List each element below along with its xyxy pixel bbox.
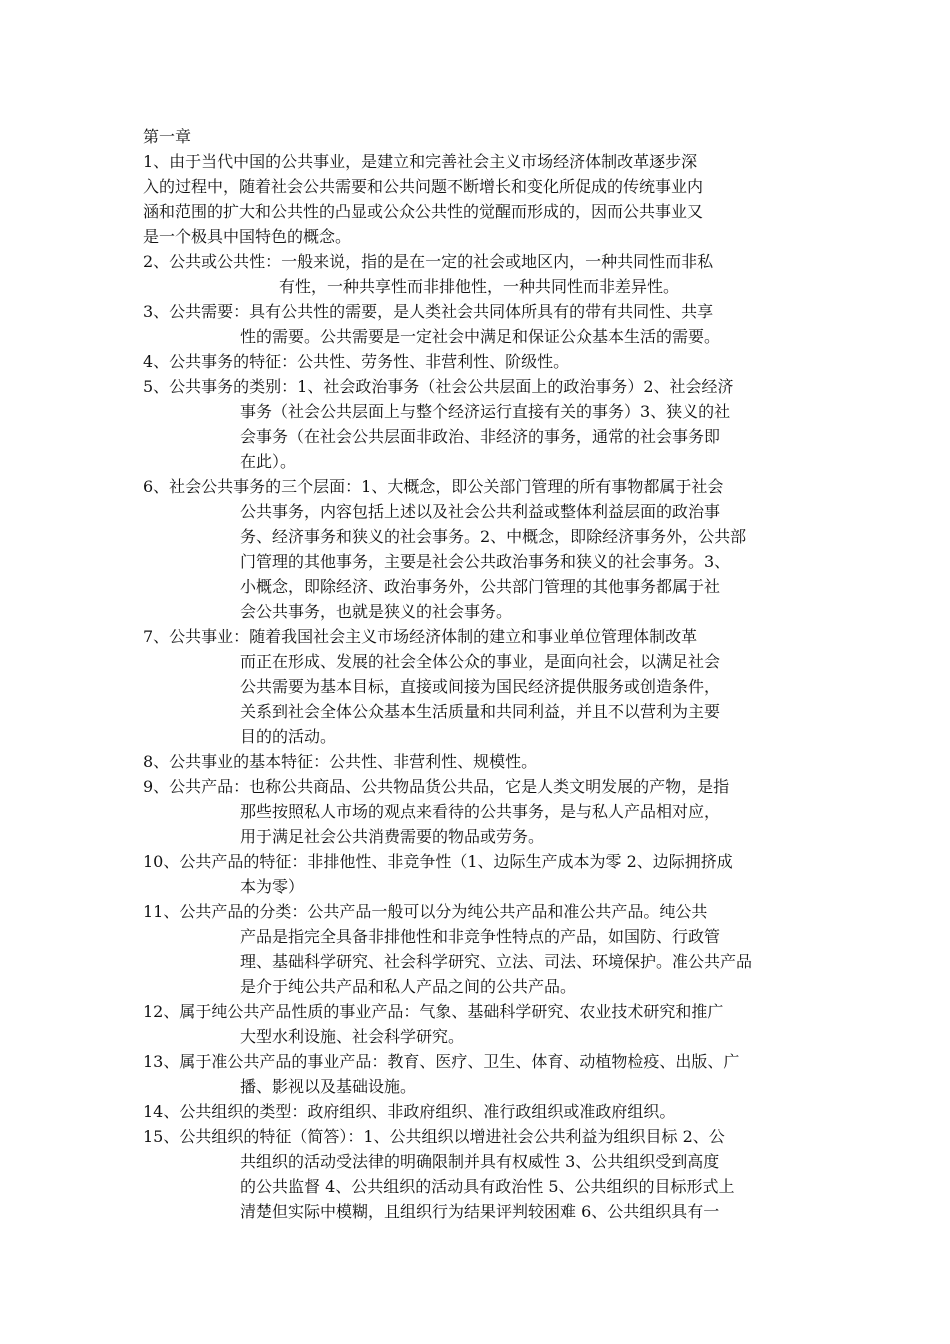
- item-6-line-3: 务、经济事务和狭义的社会事务。2、中概念，即除经济事务外，公共部: [240, 527, 747, 546]
- item-12-line-1: 12、属于纯公共产品性质的事业产品：气象、基础科学研究、农业技术研究和推广: [143, 1002, 724, 1021]
- item-7-line-1: 7、公共事业：随着我国社会主义市场经济体制的建立和事业单位管理体制改革: [143, 627, 698, 646]
- item-11: [143, 899, 813, 999]
- item-3-line-2: 性的需要。公共需要是一定社会中满足和保证公众基本生活的需要。: [240, 327, 721, 346]
- item-9-line-2: 那些按照私人市场的观点来看待的公共事务，是与私人产品相对应，: [240, 802, 721, 821]
- chapter-heading: 第一章: [143, 127, 192, 146]
- item-2-line-2: 有性，一种共享性而非排他性，一种共同性而非差异性。: [279, 277, 680, 296]
- item-5-line-3: 会事务（在社会公共层面非政治、非经济的事务，通常的社会事务即: [240, 427, 721, 446]
- item-2: [143, 249, 813, 299]
- item-6: [143, 474, 813, 624]
- item-6-line-5: 小概念，即除经济、政治事务外，公共部门管理的其他事务都属于社: [240, 577, 721, 596]
- item-14: [143, 1099, 813, 1124]
- item-13-line-2: 播、影视以及基础设施。: [240, 1077, 417, 1096]
- document-body: [143, 124, 813, 1224]
- item-7-line-4: 关系到社会全体公众基本生活质量和共同利益，并且不以营利为主要: [240, 702, 721, 721]
- item-12-line-2: 大型水利设施、社会科学研究。: [240, 1027, 465, 1046]
- item-15-line-3: 的公共监督 4、公共组织的活动具有政治性 5、公共组织的目标形式上: [240, 1177, 735, 1196]
- item-3: [143, 299, 813, 349]
- item-15-line-2: 共组织的活动受法律的明确限制并具有权威性 3、公共组织受到高度: [240, 1152, 720, 1171]
- item-9-line-1: 9、公共产品：也称公共商品、公共物品货公共品，它是人类文明发展的产物，是指: [143, 777, 730, 796]
- item-4: [143, 349, 813, 374]
- item-15: [143, 1124, 813, 1224]
- item-7-line-5: 目的的活动。: [240, 727, 337, 746]
- item-13: [143, 1049, 813, 1099]
- item-3-line-1: 3、公共需要：具有公共性的需要，是人类社会共同体所具有的带有共同性、共享: [143, 302, 714, 321]
- item-12: [143, 999, 813, 1049]
- item-1-line-1: 1、由于当代中国的公共事业，是建立和完善社会主义市场经济体制改革逐步深: [143, 152, 698, 171]
- item-8-line-1: 8、公共事业的基本特征：公共性、非营利性、规模性。: [143, 752, 538, 771]
- item-10-line-2: 本为零）: [240, 877, 305, 896]
- item-1-line-4: 是一个极具中国特色的概念。: [143, 227, 352, 246]
- item-5: [143, 374, 813, 474]
- item-4-line-1: 4、公共事务的特征：公共性、劳务性、非营利性、阶级性。: [143, 352, 570, 371]
- item-10: [143, 849, 813, 899]
- item-8: [143, 749, 813, 774]
- item-6-line-1: 6、社会公共事务的三个层面：1、大概念，即公关部门管理的所有事物都属于社会: [143, 477, 724, 496]
- item-10-line-1: 10、公共产品的特征：非排他性、非竞争性（1、边际生产成本为零 2、边际拥挤成: [143, 852, 733, 871]
- item-15-line-4: 清楚但实际中模糊，且组织行为结果评判较困难 6、公共组织具有一: [240, 1202, 720, 1221]
- item-1-line-3: 涵和范围的扩大和公共性的凸显或公众公共性的觉醒而形成的，因而公共事业又: [143, 202, 704, 221]
- item-14-line-1: 14、公共组织的类型：政府组织、非政府组织、准行政组织或准政府组织。: [143, 1102, 676, 1121]
- item-5-line-1: 5、公共事务的类别：1、社会政治事务（社会公共层面上的政治事务）2、社会经济: [143, 377, 734, 396]
- item-1-line-2: 入的过程中，随着社会公共需要和公共问题不断增长和变化所促成的传统事业内: [143, 177, 704, 196]
- item-2-line-1: 2、公共或公共性：一般来说，指的是在一定的社会或地区内，一种共同性而非私: [143, 252, 714, 271]
- item-13-line-1: 13、属于准公共产品的事业产品：教育、医疗、卫生、体育、动植物检疫、出版、广: [143, 1052, 740, 1071]
- item-15-line-1: 15、公共组织的特征（简答）：1、公共组织以增进社会公共利益为组织目标 2、公: [143, 1127, 725, 1146]
- item-6-line-2: 公共事务，内容包括上述以及社会公共利益或整体利益层面的政治事: [240, 502, 721, 521]
- item-5-line-4: 在此）。: [240, 452, 297, 471]
- item-9: [143, 774, 813, 849]
- item-5-line-2: 事务（社会公共层面上与整个经济运行直接有关的事务）3、狭义的社: [240, 402, 731, 421]
- item-9-line-3: 用于满足社会公共消费需要的物品或劳务。: [240, 827, 545, 846]
- item-1: [143, 149, 813, 249]
- item-11-line-1: 11、公共产品的分类：公共产品一般可以分为纯公共产品和准公共产品。纯公共: [143, 902, 708, 921]
- item-7: [143, 624, 813, 749]
- item-6-line-6: 会公共事务，也就是狭义的社会事务。: [240, 602, 513, 621]
- item-6-line-4: 门管理的其他事务，主要是社会公共政治事务和狭义的社会事务。3、: [240, 552, 731, 571]
- item-11-line-3: 理、基础科学研究、社会科学研究、立法、司法、环境保护。准公共产品: [240, 952, 753, 971]
- item-11-line-4: 是介于纯公共产品和私人产品之间的公共产品。: [240, 977, 577, 996]
- item-7-line-2: 而正在形成、发展的社会全体公众的事业，是面向社会，以满足社会: [240, 652, 721, 671]
- item-11-line-2: 产品是指完全具备非排他性和非竞争性特点的产品，如国防、行政管: [240, 927, 721, 946]
- item-7-line-3: 公共需要为基本目标，直接或间接为国民经济提供服务或创造条件，: [240, 677, 721, 696]
